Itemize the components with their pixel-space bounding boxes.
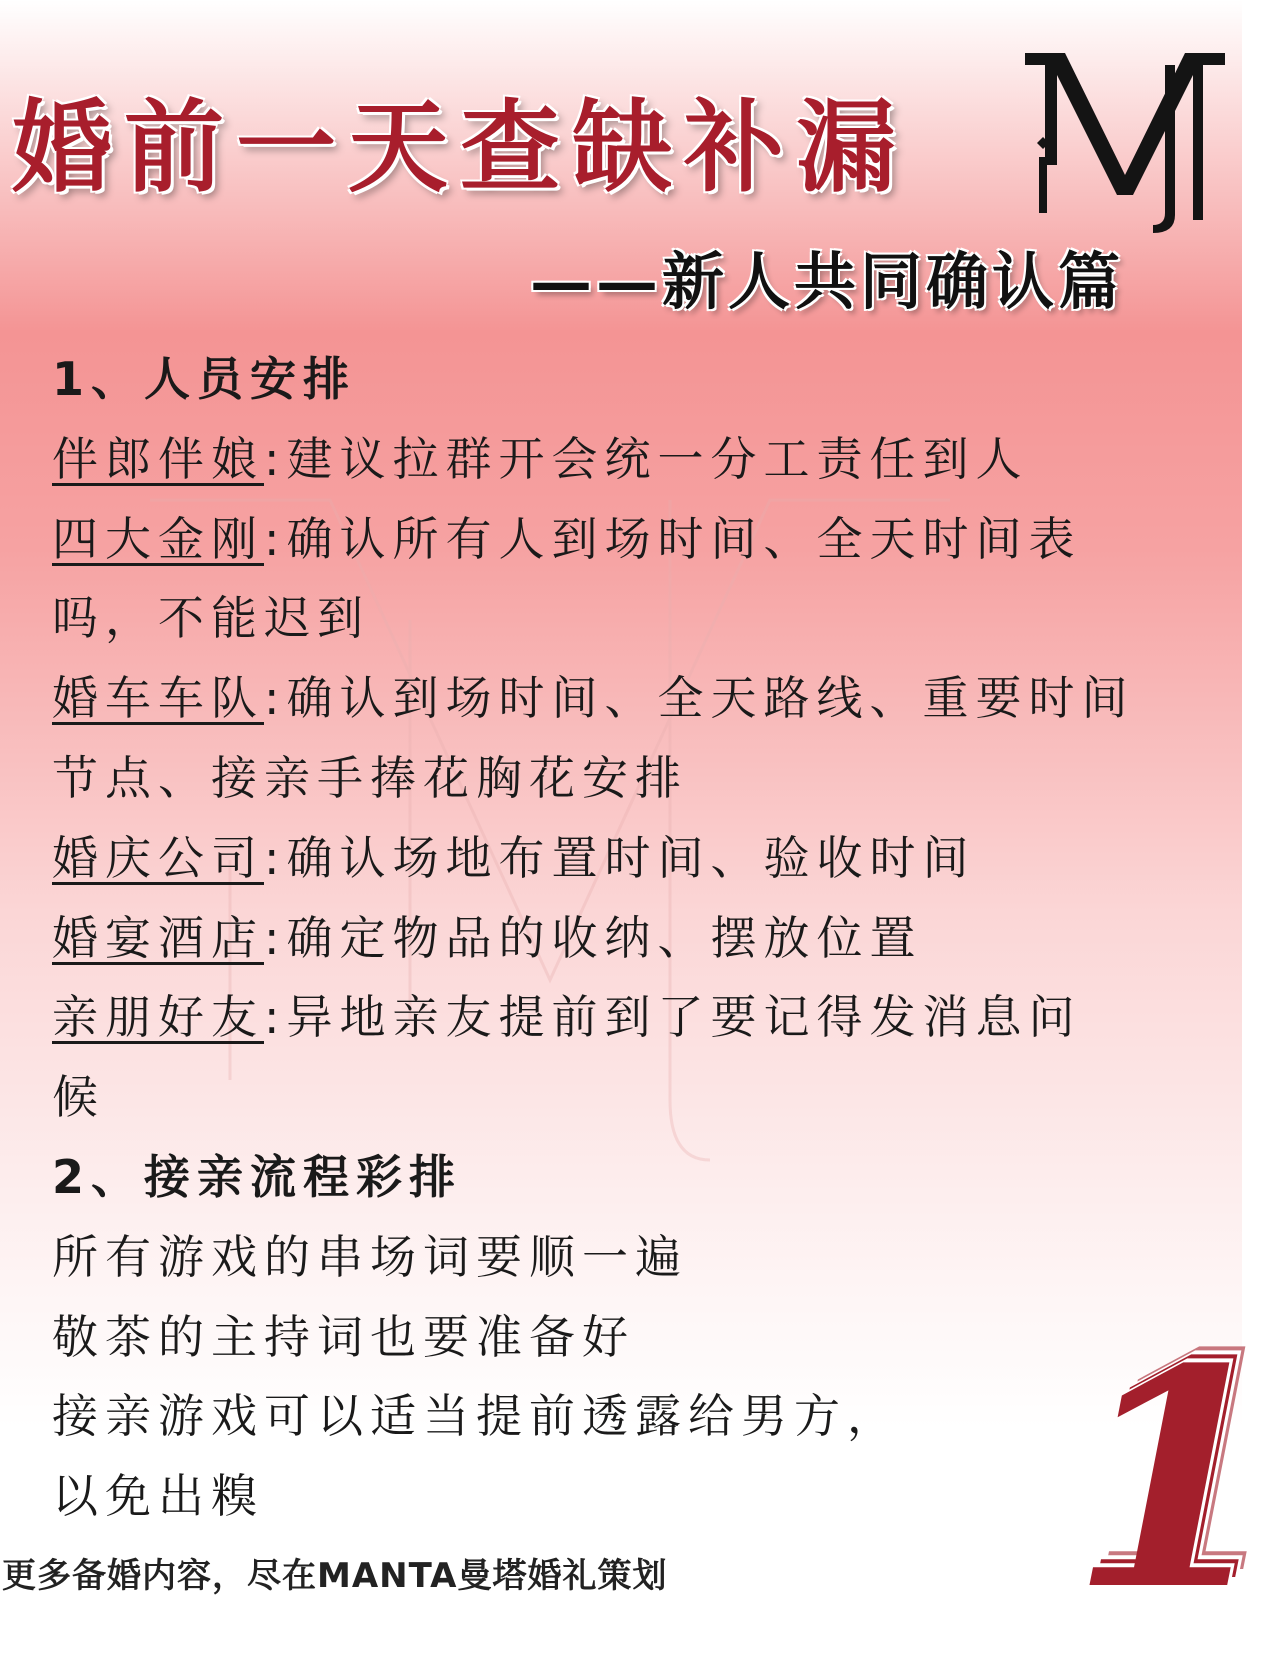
item-groomsmen bbox=[52, 420, 1192, 500]
item-relatives-continued: 候 bbox=[52, 1070, 105, 1125]
item-separator: : bbox=[264, 830, 287, 885]
item-text: 确认场地布置时间、验收时间 bbox=[286, 830, 976, 885]
item-text: 确认所有人到场时间、全天时间表 bbox=[286, 511, 1082, 566]
item-separator: : bbox=[264, 910, 287, 965]
item-wedding-cars bbox=[52, 659, 1192, 739]
footer-promo: 更多备婚内容，尽在MANTA曼塔婚礼策划 bbox=[2, 1556, 668, 1596]
item-separator: : bbox=[264, 511, 287, 566]
item-relatives bbox=[52, 978, 1192, 1058]
item-separator: : bbox=[264, 431, 287, 486]
rehearsal-line: 所有游戏的串场词要顺一遍 bbox=[52, 1229, 688, 1284]
rehearsal-line: 以免出糗 bbox=[52, 1469, 264, 1524]
content-body bbox=[52, 340, 1192, 1537]
item-banquet-hotel bbox=[52, 899, 1192, 979]
manta-logo-icon bbox=[1025, 45, 1225, 235]
item-text: 确定物品的收纳、摆放位置 bbox=[286, 910, 923, 965]
item-separator: : bbox=[264, 990, 287, 1045]
item-term: 伴郎伴娘 bbox=[52, 431, 264, 486]
item-term: 婚车车队 bbox=[52, 671, 264, 726]
item-text: 异地亲友提前到了要记得发消息问 bbox=[286, 990, 1082, 1045]
item-text: 确认到场时间、全天路线、重要时间 bbox=[286, 671, 1135, 726]
page-number: 1 bbox=[1070, 1303, 1279, 1656]
item-wedding-cars-continued: 节点、接亲手捧花胸花安排 bbox=[52, 750, 688, 805]
item-separator: : bbox=[264, 671, 287, 726]
rehearsal-line: 敬茶的主持词也要准备好 bbox=[52, 1309, 635, 1364]
rehearsal-line: 接亲游戏可以适当提前透露给男方， bbox=[52, 1389, 900, 1444]
section-heading-personnel: 1、人员安排 bbox=[52, 352, 357, 406]
item-term: 婚庆公司 bbox=[52, 830, 264, 885]
section-heading-rehearsal: 2、接亲流程彩排 bbox=[52, 1149, 463, 1204]
item-text: 建议拉群开会统一分工责任到人 bbox=[286, 431, 1029, 486]
item-helpers-continued: 吗，不能迟到 bbox=[52, 591, 370, 646]
item-term: 四大金刚 bbox=[52, 511, 264, 566]
item-helpers bbox=[52, 500, 1192, 580]
page-subtitle: ——新人共同确认篇 bbox=[530, 245, 1125, 318]
item-term: 婚宴酒店 bbox=[52, 910, 264, 965]
page-title: 婚前一天查缺补漏 bbox=[12, 88, 908, 206]
item-wedding-company bbox=[52, 819, 1192, 899]
item-term: 亲朋好友 bbox=[52, 990, 264, 1045]
